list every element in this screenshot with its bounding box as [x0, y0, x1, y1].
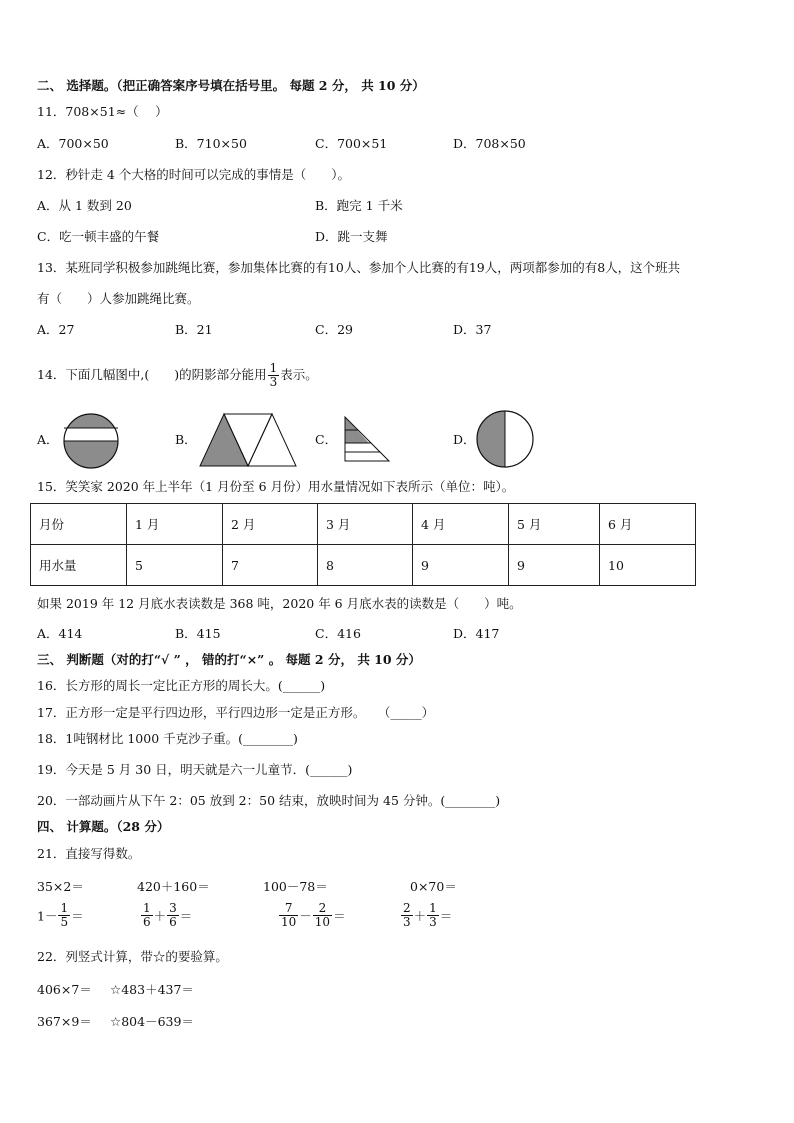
table-cell: 月份	[31, 504, 127, 545]
q13-option-c: C．29	[315, 322, 353, 337]
q22-stem: 22．列竖式计算，带☆的要验算。	[37, 949, 228, 964]
table-cell: 9	[413, 545, 509, 586]
q21-item-1: 35×2＝	[37, 879, 84, 894]
q22-item-2: ☆483＋437＝	[110, 982, 194, 997]
q13-stem-line2: 有（ ）人参加跳绳比赛。	[37, 291, 200, 306]
q15-option-a: A．414	[37, 626, 83, 641]
q14-figure-b-shaded-triangle	[200, 414, 248, 466]
table-cell: 7	[223, 545, 318, 586]
q14-option-a: A．	[37, 432, 59, 447]
q14-fraction-denominator: 3	[269, 375, 278, 389]
q21-f1-fraction	[58, 902, 70, 929]
fraction-numerator: 1	[60, 901, 69, 915]
q14-fraction-numerator: 1	[269, 361, 278, 375]
q21-item-3: 100－78＝	[263, 879, 328, 894]
q21-f4-operator: ＋	[413, 908, 427, 924]
q15-option-d: D．417	[453, 626, 500, 641]
q19-statement: 19．今天是 5 月 30 日，明天就是六一儿童节．(______)	[37, 762, 353, 777]
q13-stem-line1: 13．某班同学积极参加跳绳比赛，参加集体比赛的有10人、参加个人比赛的有19人，两项都参加的有8人，这个班共	[37, 260, 681, 275]
q21-fraction-item-2	[140, 902, 192, 929]
section-3-title: 三、 判断题（对的打“√ ” ， 错的打“×” 。 每题 2 分， 共 10 分）	[37, 652, 421, 667]
q11-option-c: C．700×51	[315, 136, 388, 151]
q14-stem-post: 表示。	[280, 367, 318, 382]
q15-option-b: B．415	[175, 626, 221, 641]
q14-figure-c	[342, 414, 392, 464]
fraction-numerator: 1	[429, 901, 437, 915]
q11-option-a: A．700×50	[37, 136, 109, 151]
fraction-denominator: 10	[281, 915, 297, 929]
q14-option-b: B．	[175, 432, 197, 447]
q21-stem: 21．直接写得数。	[37, 846, 141, 861]
q13-option-a: A．27	[37, 322, 75, 337]
q11-option-b: B．710×50	[175, 136, 247, 151]
section-4-title: 四、 计算题。（28 分）	[37, 819, 170, 834]
q15-stem: 15．笑笑家 2020 年上半年（1 月份至 6 月份）用水量情况如下表所示（单位：吨）。	[37, 479, 515, 494]
q15-follow-up: 如果 2019 年 12 月底水表读数是 368 吨，2020 年 6 月底水表的读数是（ ）吨。	[37, 596, 522, 611]
table-cell: 3 月	[318, 504, 413, 545]
q11-stem: 11．708×51≈（ ）	[37, 104, 168, 119]
table-cell: 2 月	[223, 504, 318, 545]
water-usage-table	[30, 503, 696, 586]
q21-f4-fraction-2	[427, 902, 439, 929]
q14-stem	[37, 362, 318, 389]
q12-stem: 12．秒针走 4 个大格的时间可以完成的事情是（ ）。	[37, 167, 351, 182]
fraction-numerator: 3	[169, 901, 177, 915]
fraction-numerator: 1	[143, 901, 151, 915]
table-cell: 用水量	[31, 545, 127, 586]
table-cell: 8	[318, 545, 413, 586]
q14-stem-pre: 14．下面几幅图中,( )的阴影部分能用	[37, 367, 267, 382]
q14-figure-b-right-triangle	[248, 414, 296, 466]
q22-item-1: 406×7＝	[37, 982, 92, 997]
fraction-numerator: 7	[279, 902, 298, 916]
fraction-denominator: 6	[143, 915, 151, 929]
q14-option-c: C．	[315, 432, 338, 447]
fraction-denominator: 10	[314, 915, 331, 929]
q13-option-b: B．21	[175, 322, 213, 337]
q21-f1-pre: 1－	[37, 908, 58, 924]
q11-option-d: D．708×50	[453, 136, 526, 151]
q14-figure-c-shade-middle	[345, 430, 369, 443]
q21-f1-equals: ＝	[71, 908, 84, 924]
q21-f3-operator: －	[299, 908, 312, 924]
q16-statement: 16．长方形的周长一定比正方形的周长大。(______)	[37, 678, 326, 693]
q21-f3-fraction-2	[313, 902, 332, 929]
table-cell: 6 月	[600, 504, 696, 545]
fraction-numerator: 2	[403, 901, 411, 915]
q21-item-4: 0×70＝	[410, 879, 457, 894]
table-cell: 5 月	[509, 504, 600, 545]
q22-item-3: 367×9＝	[37, 1014, 92, 1029]
q21-f2-fraction-1	[141, 902, 153, 929]
q17-statement: 17．正方形一定是平行四边形，平行四边形一定是正方形。 （_____）	[37, 705, 435, 720]
q21-f4-equals: ＝	[439, 908, 453, 924]
q14-figure-a	[60, 410, 122, 472]
q12-option-c: C．吃一顿丰盛的午餐	[37, 229, 160, 244]
q21-fraction-item-4	[400, 902, 452, 929]
q20-statement: 20．一部动画片从下午 2：05 放到 2：50 结束，放映时间为 45 分钟。(________)	[37, 793, 501, 808]
q21-fraction-item-1	[37, 902, 84, 929]
table-cell: 9	[509, 545, 600, 586]
q21-f2-equals: ＝	[179, 908, 193, 924]
q21-item-2: 420＋160＝	[137, 879, 210, 894]
table-cell: 1 月	[127, 504, 223, 545]
q21-fraction-item-3	[278, 902, 346, 929]
q14-figure-d	[474, 408, 536, 470]
q14-option-d: D．	[453, 432, 476, 447]
q12-option-d: D．跳一支舞	[315, 229, 388, 244]
table-row-header	[31, 504, 696, 545]
fraction-denominator: 5	[60, 915, 69, 929]
q14-figure-a-shade-bottom	[60, 441, 122, 471]
q21-f2-fraction-2	[167, 902, 179, 929]
fraction-denominator: 3	[429, 915, 437, 929]
fraction-denominator: 3	[403, 915, 411, 929]
q22-item-4: ☆804－639＝	[110, 1014, 194, 1029]
q21-f3-fraction-1	[279, 902, 298, 929]
table-cell: 4 月	[413, 504, 509, 545]
q18-statement: 18．1吨钢材比 1000 千克沙子重。(________)	[37, 731, 298, 746]
q21-f4-fraction-1	[401, 902, 413, 929]
table-row	[31, 545, 696, 586]
table-cell: 10	[600, 545, 696, 586]
q14-figure-b	[198, 412, 298, 468]
q21-f2-operator: ＋	[153, 908, 167, 924]
q21-f3-equals: ＝	[333, 908, 346, 924]
section-2-title: 二、 选择题。（把正确答案序号填在括号里。 每题 2 分， 共 10 分）	[37, 78, 425, 93]
fraction-denominator: 6	[169, 915, 177, 929]
q15-option-c: C．416	[315, 626, 361, 641]
q13-option-d: D．37	[453, 322, 492, 337]
q14-fraction	[268, 362, 280, 389]
table-cell: 5	[127, 545, 223, 586]
q12-option-b: B．跑完 1 千米	[315, 198, 403, 213]
fraction-numerator: 2	[313, 902, 332, 916]
q12-option-a: A．从 1 数到 20	[37, 198, 132, 213]
q14-figure-d-shaded-half	[477, 411, 505, 467]
